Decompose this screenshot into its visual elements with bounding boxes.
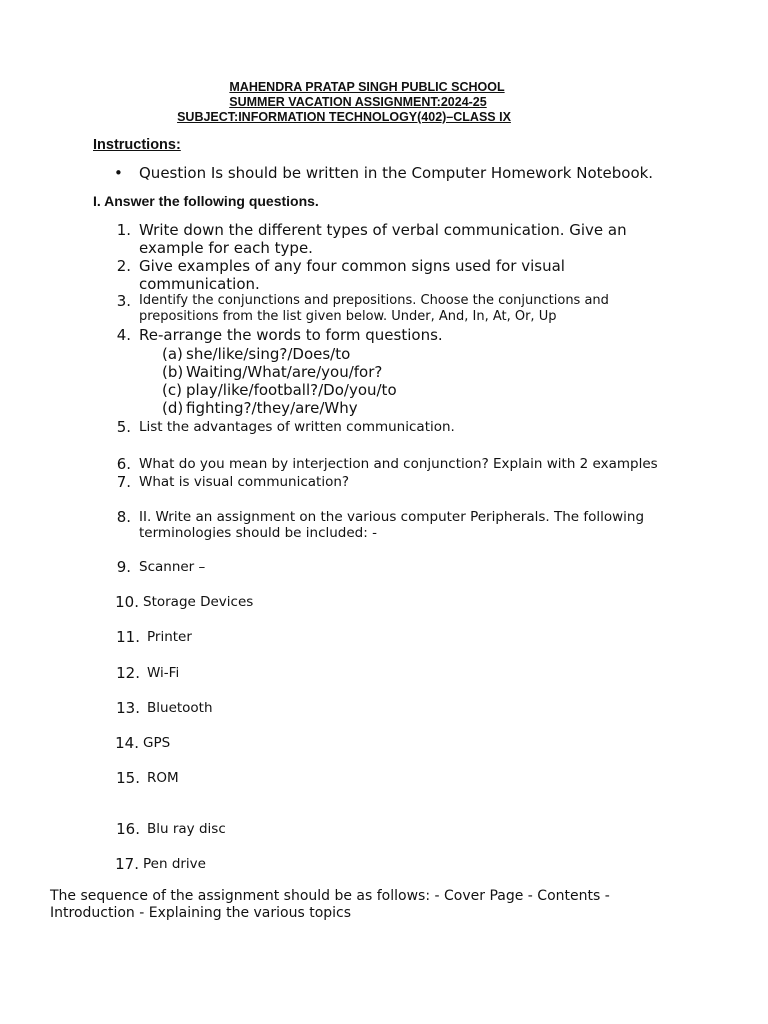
question-number: 17. <box>115 855 139 873</box>
question-text: Give examples of any four common signs used for visual communication. <box>139 257 565 293</box>
school-name: MAHENDRA PRATAP SINGH PUBLIC SCHOOL <box>229 80 505 94</box>
question-number: 7. <box>116 473 131 491</box>
question-number: 10. <box>115 593 139 611</box>
subject-line: SUBJECT:INFORMATION TECHNOLOGY(402)–CLASS IX <box>177 110 511 124</box>
instruction-bullet: Question Is should be written in the Computer Homework Notebook. <box>139 164 654 182</box>
question-number: 2. <box>116 257 131 275</box>
assignment-title: SUMMER VACATION ASSIGNMENT:2024-25 <box>229 95 487 109</box>
sub-item-label: (a) <box>162 345 183 363</box>
question-text: What do you mean by interjection and conjunction? Explain with 2 examples <box>139 456 658 472</box>
question-text: Write down the different types of verbal communication. Give an example for each type. <box>139 221 627 257</box>
question-number: 16. <box>116 820 140 838</box>
sequence-note: The sequence of the assignment should be as follows: - Cover Page - Contents - Introduction - Explaining the various topics <box>50 888 610 921</box>
sub-item-text: she/like/sing?/Does/to <box>186 345 351 363</box>
section-heading: I. Answer the following questions. <box>93 193 319 209</box>
sub-item-label: (d) <box>162 399 184 417</box>
question-text: Storage Devices <box>143 594 254 610</box>
instructions-heading: Instructions: <box>93 137 181 153</box>
sub-item-text: fighting?/they/are/Why <box>186 399 358 417</box>
question-text: ROM <box>147 770 179 786</box>
sub-item-label: (b) <box>162 363 184 381</box>
question-text: Blu ray disc <box>147 821 226 837</box>
question-text: Wi-Fi <box>147 665 180 681</box>
question-number: 5. <box>116 418 131 436</box>
question-text: Re-arrange the words to form questions. <box>139 326 443 344</box>
bullet-icon: • <box>114 164 123 182</box>
sub-item-label: (c) <box>162 381 182 399</box>
question-text: Printer <box>147 629 192 645</box>
question-text: II. Write an assignment on the various computer Peripherals. The following terminologies should be included: - <box>139 509 645 541</box>
question-number: 9. <box>116 558 131 576</box>
sub-item-text: Waiting/What/are/you/for? <box>186 363 383 381</box>
question-number: 3. <box>116 292 131 310</box>
question-number: 8. <box>116 508 131 526</box>
question-text: What is visual communication? <box>139 474 350 490</box>
question-text: List the advantages of written communication. <box>139 419 455 435</box>
sub-item-text: play/like/football?/Do/you/to <box>186 381 397 399</box>
question-number: 12. <box>116 664 140 682</box>
question-number: 15. <box>116 769 140 787</box>
question-text: Identify the conjunctions and prepositions. Choose the conjunctions and prepositions from the list given below. Under, And, In, At, Or, Up <box>139 293 609 324</box>
question-text: Scanner – <box>139 559 206 575</box>
question-number: 13. <box>116 699 140 717</box>
question-text: Pen drive <box>143 856 206 872</box>
question-text: Bluetooth <box>147 700 213 716</box>
question-text: GPS <box>143 735 171 751</box>
question-number: 1. <box>116 221 131 239</box>
question-number: 14. <box>115 734 139 752</box>
question-number: 4. <box>116 326 131 344</box>
question-number: 6. <box>116 455 131 473</box>
question-number: 11. <box>116 628 140 646</box>
